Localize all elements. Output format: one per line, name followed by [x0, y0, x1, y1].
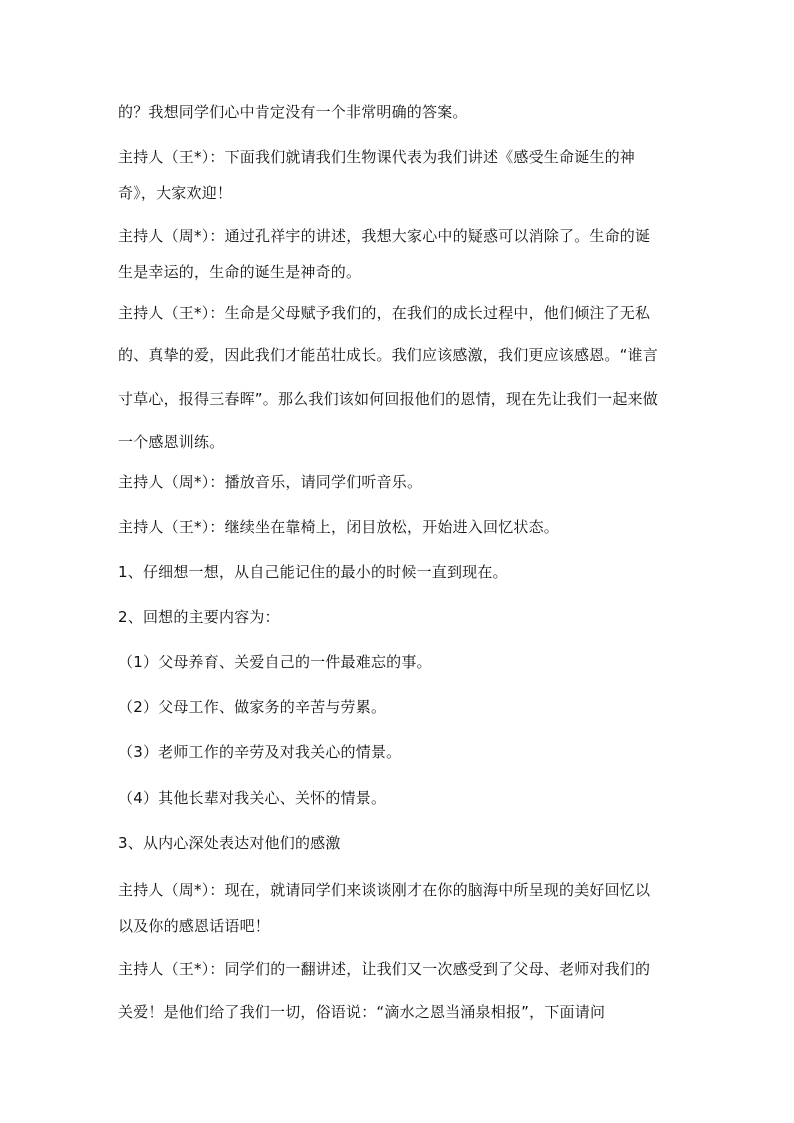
text-line: 主持人（王*）：生命是父母赋予我们的，在我们的成长过程中，他们倾注了无私 — [118, 304, 651, 322]
text-line: 主持人（周*）：通过孔祥宇的讲述，我想大家心中的疑惑可以消除了。生命的诞 — [118, 227, 651, 245]
text-line: 奇》，大家欢迎！ — [118, 184, 233, 202]
text-line: （3）老师工作的辛劳及对我关心的情景。 — [118, 743, 402, 761]
text-line: 的？我想同学们心中肯定没有一个非常明确的答案。 — [118, 103, 468, 121]
text-line: （2）父母工作、做家务的辛苦与劳累。 — [118, 698, 387, 716]
text-line: 主持人（周*）：播放音乐，请同学们听音乐。 — [118, 473, 423, 491]
text-line: （1）父母养育、关爱自己的一件最难忘的事。 — [118, 653, 432, 671]
text-line: 以及你的感恩话语吧！ — [118, 917, 271, 935]
text-line: 主持人（王*）：下面我们就请我们生物课代表为我们讲述《感受生命诞生的神 — [118, 148, 636, 166]
text-line: 主持人（周*）：现在，就请同学们来谈谈刚才在你的脑海中所呈现的美好回忆以 — [118, 881, 651, 899]
text-line: 寸草心，报得三春晖”。那么我们该如何回报他们的恩情，现在先让我们一起来做 — [118, 390, 658, 408]
text-line: 3、从内心深处表达对他们的感激 — [118, 834, 341, 852]
text-line: 一个感恩训练。 — [118, 433, 225, 451]
text-line: 关爱！是他们给了我们一切，俗语说：“滴水之恩当涌泉相报”，下面请问 — [118, 1003, 606, 1021]
text-line: 主持人（王*）：同学们的一翻讲述，让我们又一次感受到了父母、老师对我们的 — [118, 960, 651, 978]
text-line: 生是幸运的，生命的诞生是神奇的。 — [118, 263, 362, 281]
text-line: 主持人（王*）：继续坐在靠椅上，闭目放松，开始进入回忆状态。 — [118, 518, 560, 536]
text-line: 的、真挚的爱，因此我们才能茁壮成长。我们应该感激，我们更应该感恩。“谁言 — [118, 346, 658, 364]
text-line: 2、回想的主要内容为： — [118, 608, 280, 626]
text-line: （4）其他长辈对我关心、关怀的情景。 — [118, 789, 387, 807]
text-line: 1、仔细想一想，从自己能记住的最小的时候一直到现在。 — [118, 563, 508, 581]
